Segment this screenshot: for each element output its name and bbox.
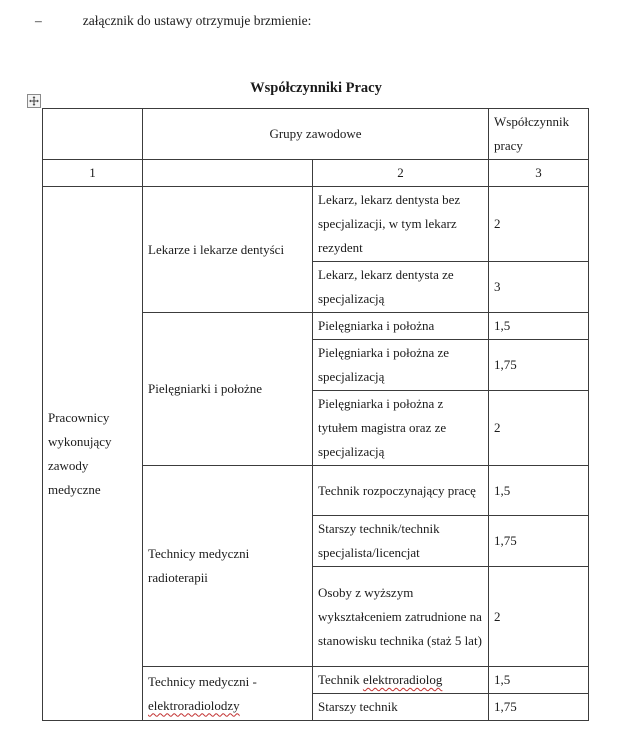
role-cell: Lekarz, lekarz dentysta ze specjalizacją (313, 262, 489, 313)
list-dash: – (35, 13, 42, 28)
table-title: Współczynniki Pracy (250, 80, 382, 96)
header-group-col: Grupy zawodowe (143, 109, 489, 160)
value-cell: 1,5 (489, 667, 589, 694)
header-coeff-col: Współczynnik pracy (489, 109, 589, 160)
header-number-empty (143, 160, 313, 187)
role-cell: Pielęgniarka i położna ze specjalizacją (313, 340, 489, 391)
group-cell: Technicy medyczni radioterapii (143, 466, 313, 667)
value-cell: 1,5 (489, 313, 589, 340)
value-cell: 2 (489, 567, 589, 667)
value-cell: 1,75 (489, 516, 589, 567)
role-cell: Pielęgniarka i położna (313, 313, 489, 340)
role-cell: Osoby z wyższym wykształceniem zatrudnione na stanowisku technika (staż 5 lat) (313, 567, 489, 667)
value-cell: 1,75 (489, 340, 589, 391)
move-arrows-icon (29, 96, 39, 106)
value-cell: 2 (489, 391, 589, 466)
misspelled-word: elektroradiolog (362, 672, 443, 687)
value-cell: 1,5 (489, 466, 589, 516)
role-cell: Technik rozpoczynający pracę (313, 466, 489, 516)
role-text: Technik (318, 672, 363, 687)
group-cell: Pielęgniarki i położne (143, 313, 313, 466)
role-cell: Starszy technik (313, 694, 489, 721)
header-number-2: 2 (313, 160, 489, 187)
group-cell (143, 667, 313, 721)
header-number-1: 1 (43, 160, 143, 187)
coefficients-table (42, 108, 589, 721)
group-name-text: Technicy medyczni - (148, 673, 257, 689)
group-cell: Lekarze i lekarze dentyści (143, 187, 313, 313)
table-row (43, 187, 589, 262)
value-cell: 2 (489, 187, 589, 262)
header-empty-cell (43, 109, 143, 160)
table-row (43, 160, 589, 187)
table-row (43, 109, 589, 160)
misspelled-word: elektroradiolodzy (148, 697, 240, 713)
value-cell: 3 (489, 262, 589, 313)
role-cell (313, 667, 489, 694)
role-cell: Lekarz, lekarz dentysta bez specjalizacji, w tym lekarz rezydent (313, 187, 489, 262)
intro-line (35, 13, 311, 29)
table-move-handle[interactable] (27, 94, 41, 108)
intro-text: załącznik do ustawy otrzymuje brzmienie: (82, 13, 312, 28)
category-cell: Pracownicy wykonujący zawody medyczne (43, 187, 143, 721)
role-cell: Pielęgniarka i położna z tytułem magistra oraz ze specjalizacją (313, 391, 489, 466)
role-cell: Starszy technik/technik specjalista/licencjat (313, 516, 489, 567)
header-number-3: 3 (489, 160, 589, 187)
value-cell: 1,75 (489, 694, 589, 721)
